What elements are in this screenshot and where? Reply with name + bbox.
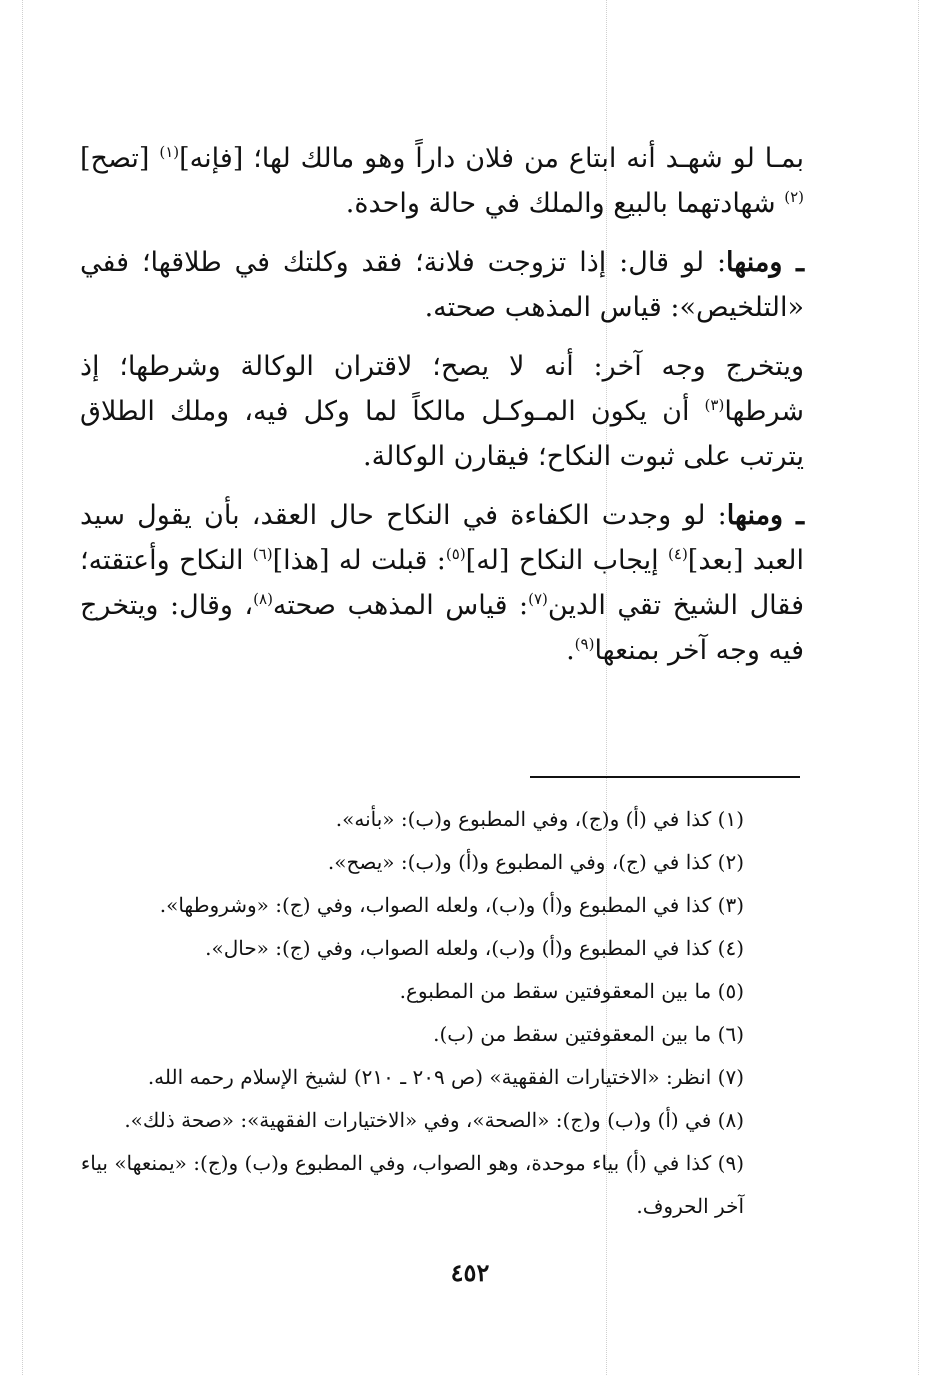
footnotes <box>80 798 744 1228</box>
text: شهادتهما بالبيع والملك في حالة واحدة. <box>345 188 785 219</box>
text: إيجاب النكاح [له] <box>465 545 669 576</box>
footnote-ref-6[interactable]: (٦) <box>252 545 273 563</box>
margin-guide <box>22 0 23 1375</box>
footnote-ref-8[interactable]: (٨) <box>253 590 273 608</box>
section-lead: ـ ومنها <box>726 500 804 531</box>
footnote-ref-7[interactable]: (٧) <box>528 590 548 608</box>
footnote-3: (٣) كذا في المطبوع و(أ) و(ب)، ولعله الصواب، وفي (ج): «وشروطها». <box>159 893 744 917</box>
text: . <box>566 635 575 666</box>
section-lead: ـ ومنها <box>726 247 804 278</box>
footnote-ref-9[interactable]: (٩) <box>574 635 595 653</box>
footnote-7: (٧) انظر: «الاختيارات الفقهية» (ص ٢٠٩ ـ ٢١٠) لشيخ الإسلام رحمه الله. <box>147 1065 744 1089</box>
page-number: ٤٥٢ <box>450 1258 490 1287</box>
text: بمـا لو شهـد أنه ابتاع من فلان داراً وهو مالك لها؛ [فإنه] <box>179 143 804 174</box>
footnote-9: (٩) كذا في (أ) بياء موحدة، وهو الصواب، وفي المطبوع و(ب) و(ج): «يمنعها» بياء آخر الحروف. <box>80 1151 744 1218</box>
footnote-5: (٥) ما بين المعقوفتين سقط من المطبوع. <box>399 979 744 1003</box>
body-text <box>80 136 804 673</box>
text: [تصح] <box>80 143 160 174</box>
footnote-6: (٦) ما بين المعقوفتين سقط من (ب). <box>433 1022 744 1046</box>
paragraph-4 <box>80 493 804 673</box>
text: : لو وجدت الكفاءة في النكاح حال العقد، بأن يقول سيد العبد [بعد] <box>80 500 804 576</box>
footnote-ref-3[interactable]: (٣) <box>704 396 725 414</box>
footnote-4: (٤) كذا في المطبوع و(أ) و(ب)، ولعله الصواب، وفي (ج): «حال». <box>205 936 744 960</box>
text: النكاح وأعتقته؛ فقال الشيخ تقي الدين <box>80 545 804 621</box>
text: : لو قال: إذا تزوجت فلانة؛ فقد وكلتك في طلاقها؛ ففي «التلخيص»: قياس المذهب صحته. <box>80 247 804 323</box>
paragraph-2 <box>80 240 804 330</box>
footnote-ref-1[interactable]: (١) <box>159 143 180 161</box>
footnote-ref-4[interactable]: (٤) <box>668 545 688 563</box>
text: ويتخرج وجه آخر: أنه لا يصح؛ لاقتران الوكالة وشرطها؛ إذ شرطها <box>80 351 804 427</box>
text: : قبلت له [هذا] <box>272 545 446 576</box>
footnote-ref-5[interactable]: (٥) <box>445 545 466 563</box>
paragraph-3 <box>80 344 804 479</box>
footnote-1: (١) كذا في (أ) و(ج)، وفي المطبوع و(ب): «بأنه». <box>335 807 744 831</box>
footnote-ref-2[interactable]: (٢) <box>784 188 804 206</box>
footnote-separator <box>530 776 800 778</box>
footnote-2: (٢) كذا في (ج)، وفي المطبوع و(أ) و(ب): «يصح». <box>327 850 744 874</box>
paragraph-1 <box>80 136 804 226</box>
footnote-8: (٨) في (أ) و(ب) و(ج): «الصحة»، وفي «الاختيارات الفقهية»: «صحة ذلك». <box>124 1108 744 1132</box>
margin-guide <box>918 0 919 1375</box>
text: أن يكون المـوكـل مالكاً لما وكل فيه، وملك الطلاق يترتب على ثبوت النكاح؛ فيقارن الوكالة. <box>80 396 804 472</box>
text: : قياس المذهب صحته <box>272 590 529 621</box>
text: ، وقال: ويتخرج فيه وجه آخر بمنعها <box>80 590 804 666</box>
